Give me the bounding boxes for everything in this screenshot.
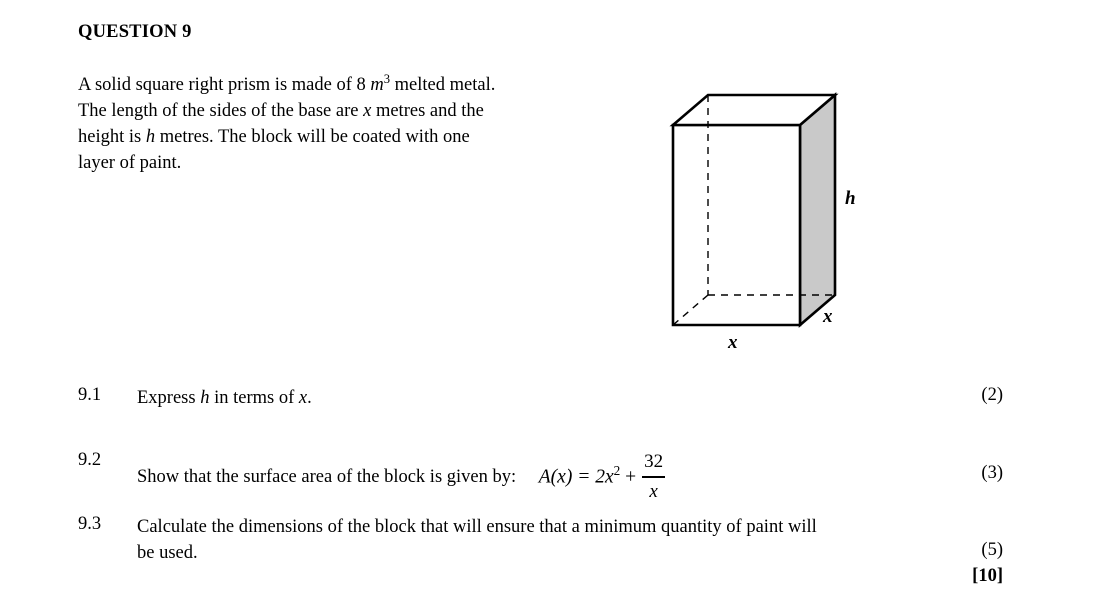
formula-exponent: 2 — [613, 462, 621, 478]
prism-diagram — [655, 70, 915, 360]
marks-9-3: (5) — [981, 540, 1003, 560]
intro-text-1b: melted metal. — [390, 75, 496, 95]
formula-denominator: x — [649, 480, 658, 502]
formula-fraction — [640, 449, 667, 505]
sq1-text-a: Express — [137, 388, 201, 408]
intro-text-2a: The length of the sides of the base are — [78, 101, 364, 121]
formula-plus: + — [620, 466, 637, 488]
formula-lhs: A(x) = 2x — [538, 466, 614, 488]
intro-var-h: h — [145, 127, 156, 147]
figure-label-x-bottom: x — [728, 332, 738, 353]
subquestion-text-9-2 — [137, 450, 667, 506]
intro-unit-m: m — [370, 75, 384, 95]
marks-9-2: (3) — [981, 463, 1003, 483]
sq1-text-b: in terms of — [209, 388, 299, 408]
formula-numerator: 32 — [644, 451, 664, 472]
marks-9-1: (2) — [981, 385, 1003, 405]
intro-line-2 — [78, 101, 484, 121]
subquestion-number-9-1: 9.1 — [78, 385, 102, 405]
prism-svg — [655, 70, 915, 360]
intro-var-x: x — [363, 101, 372, 121]
figure-label-x-right: x — [823, 306, 833, 327]
subquestion-number-9-3: 9.3 — [78, 514, 102, 534]
intro-unit-exponent: 3 — [383, 71, 391, 86]
subquestion-text-9-1 — [137, 385, 312, 411]
sq1-text-c: . — [307, 388, 312, 408]
subquestion-text-9-3 — [137, 514, 997, 566]
intro-text-3a: height is — [78, 127, 146, 147]
total-marks: [10] — [972, 566, 1003, 586]
sq3-line-2: be used. — [137, 543, 198, 563]
intro-text-3b: metres. The block will be coated with one — [155, 127, 470, 147]
intro-line-4: layer of paint. — [78, 153, 182, 173]
question-intro — [78, 72, 618, 176]
surface-area-formula — [539, 450, 667, 506]
intro-line-1 — [78, 71, 496, 95]
intro-line-3 — [78, 127, 470, 147]
page-title: QUESTION 9 — [78, 22, 192, 42]
prism-right-face — [800, 95, 835, 325]
intro-text-2b: metres and the — [371, 101, 484, 121]
sq1-var-x: x — [298, 388, 308, 408]
sq3-line-1: Calculate the dimensions of the block that will ensure that a minimum quantity of paint will — [137, 517, 817, 537]
sq2-text: Show that the surface area of the block is given by: — [137, 467, 517, 488]
sq1-var-h: h — [200, 388, 210, 408]
intro-text-1a: A solid square right prism is made of 8 — [78, 75, 371, 95]
figure-label-h: h — [845, 188, 856, 209]
subquestion-number-9-2: 9.2 — [78, 450, 102, 470]
